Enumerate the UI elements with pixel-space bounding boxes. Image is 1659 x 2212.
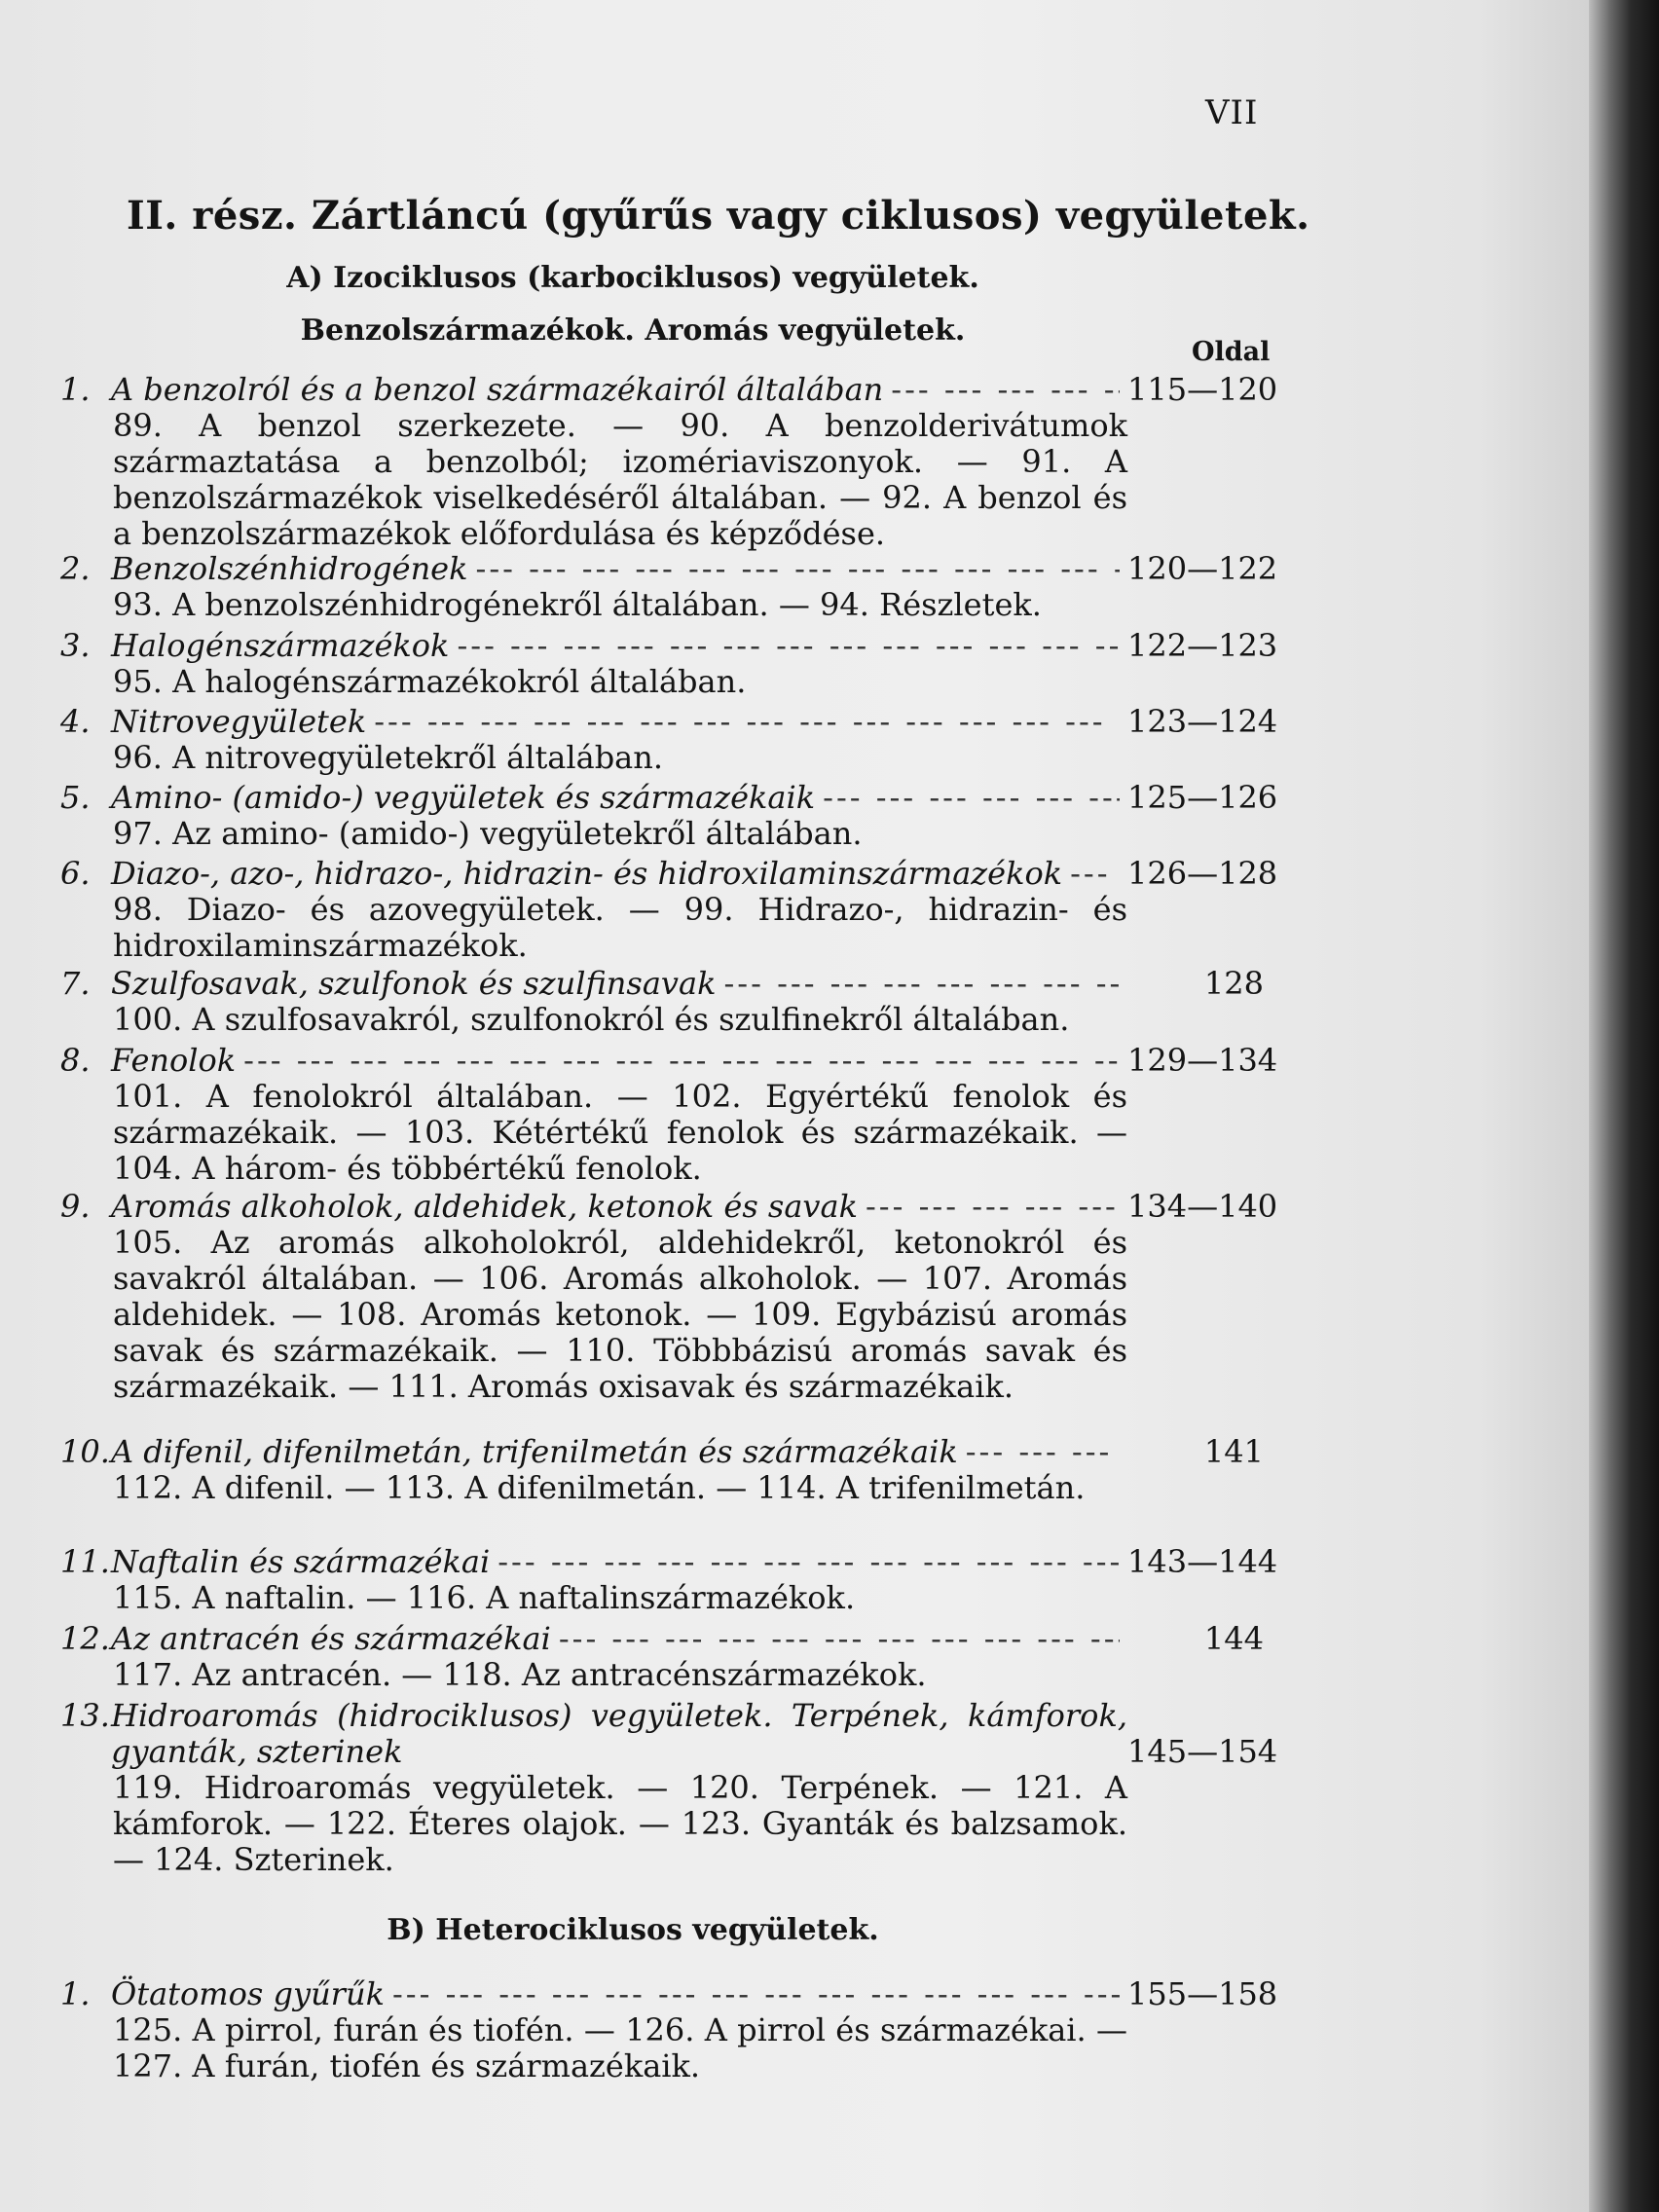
- entry-number: 10.: [60, 1433, 110, 1470]
- entry-number: 3.: [60, 627, 91, 664]
- entry-title: Nitrovegyületek: [111, 703, 367, 740]
- entry-description: 112. A difenil. — 113. A difenilmetán. — 114. A trifenilmetán.: [113, 1469, 1086, 1506]
- part-heading: II. rész. Zártláncú (gyűrűs vagy ciklusos) vegyületek.: [127, 193, 1310, 239]
- entry-title: Benzolszénhidrogének: [111, 550, 468, 587]
- entry-pages: 155—158: [1127, 1975, 1278, 2012]
- entry-description: 100. A szulfosavakról, szulfonokról és szulfinekről általában.: [113, 1001, 1070, 1038]
- toc-entry: [60, 550, 1278, 623]
- dot-leader: [966, 1434, 1120, 1470]
- entry-description: 117. Az antracén. — 118. Az antracénszármazékok.: [113, 1656, 927, 1693]
- entry-number: 11.: [60, 1543, 110, 1580]
- entry-pages: 115—120: [1127, 371, 1278, 408]
- toc-entry: [60, 1621, 1264, 1693]
- entry-title: Szulfosavak, szulfonok és szulfinsavak: [111, 965, 717, 1002]
- dot-leader: [498, 1544, 1120, 1580]
- entry-description: 115. A naftalin. — 116. A naftalinszármazékok.: [113, 1579, 856, 1616]
- entry-description: 98. Diazo- és azovegyületek. — 99. Hidrazo-, hidrazin- és hidroxilaminszármazékok.: [113, 891, 1127, 964]
- entry-description: 101. A fenolokról általában. — 102. Egyértékű fenolok és származékaik. — 103. Kétértékű fenolok és származékaik. — 104. A három- és többértékű fenolok.: [113, 1078, 1127, 1187]
- dot-leader: [866, 1189, 1120, 1225]
- dot-leader: [1070, 856, 1120, 892]
- toc-entry: [60, 1697, 1278, 1878]
- entry-description: 119. Hidroaromás vegyületek. — 120. Terpének. — 121. A kámforok. — 122. Éteres olajok. — 123. Gyanták és balzsamok. — 124. Szterinek.: [113, 1769, 1127, 1878]
- section-a-heading: A) Izociklusos (karbociklusos) vegyületek.: [286, 261, 979, 295]
- toc-entry: [60, 779, 1278, 852]
- entry-pages: 128: [1203, 965, 1264, 1002]
- toc-entry: [60, 371, 1278, 552]
- entry-pages: 126—128: [1127, 855, 1278, 892]
- dot-leader: [891, 372, 1120, 408]
- dot-leader: [243, 1043, 1120, 1079]
- toc-entry: [60, 1042, 1278, 1187]
- entry-title: Fenolok: [111, 1042, 237, 1079]
- entry-pages: 125—126: [1127, 779, 1278, 816]
- toc-entry: [60, 627, 1278, 700]
- entry-description: 105. Az aromás alkoholokról, aldehidekről, ketonokról és savakról általában. — 106. Aromás alkoholok. — 107. Aromás aldehidek. — 108. Aromás ketonok. — 109. Egybázisú aromás savak és származékaik. — 110. Többbázisú aromás savak és származékaik. — 111. Aromás oxisavak és származékaik.: [113, 1224, 1127, 1405]
- entry-pages: 122—123: [1127, 627, 1278, 664]
- entry-pages: 141: [1203, 1433, 1264, 1470]
- entry-description: 93. A benzolszénhidrogénekről általában. — 94. Részletek.: [113, 586, 1042, 623]
- subsection-heading: Benzolszármazékok. Aromás vegyületek.: [300, 313, 966, 348]
- entry-title: Halogénszármazékok: [111, 627, 450, 664]
- entry-title: Diazo-, azo-, hidrazo-, hidrazin- és hidroxilaminszármazékok: [111, 855, 1063, 892]
- entry-pages: 129—134: [1127, 1042, 1278, 1079]
- entry-number: 1.: [60, 371, 91, 408]
- entry-description: 125. A pirrol, furán és tiofén. — 126. A pirrol és származékai. — 127. A furán, tiofén és származékaik.: [113, 2011, 1127, 2084]
- entry-description: 96. A nitrovegyületekről általában.: [113, 739, 664, 776]
- entry-pages: 120—122: [1127, 550, 1278, 587]
- entry-title: Hidroaromás (hidrociklusos) vegyületek. Terpének, kámforok, gyanták, szterinek: [111, 1697, 1127, 1770]
- toc-entry: [60, 703, 1278, 776]
- entry-title: Ötatomos gyűrűk: [111, 1975, 385, 2012]
- page-number: VII: [1205, 93, 1259, 132]
- dot-leader: [559, 1621, 1120, 1657]
- entry-number: 2.: [60, 550, 91, 587]
- section-b-heading: B) Heterociklusos vegyületek.: [387, 1913, 879, 1947]
- entry-title: Az antracén és származékai: [111, 1620, 551, 1657]
- entry-title: Amino- (amido-) vegyületek és származékaik: [111, 779, 816, 816]
- entry-number: 13.: [60, 1697, 110, 1734]
- toc-entry: [60, 1543, 1278, 1616]
- toc-entry: [60, 1975, 1278, 2084]
- entry-number: 4.: [60, 703, 91, 740]
- entry-number: 5.: [60, 779, 91, 816]
- entry-title: A difenil, difenilmetán, trifenilmetán és származékaik: [111, 1433, 958, 1470]
- entry-pages: 144: [1203, 1620, 1264, 1657]
- entry-description: 97. Az amino- (amido-) vegyületekről általában.: [113, 815, 863, 852]
- book-binding-edge: [1589, 0, 1659, 2212]
- entry-description: 95. A halogénszármazékokról általában.: [113, 663, 747, 700]
- entry-description: 89. A benzol szerkezete. — 90. A benzolderivátumok származtatása a benzolból; izomériaviszonyok. — 91. A benzolszármazékok viselkedéséről általában. — 92. A benzol és a benzolszármazékok előfordulása és képződése.: [113, 407, 1127, 552]
- entry-number: 9.: [60, 1188, 91, 1225]
- dot-leader: [374, 704, 1120, 740]
- dot-leader: [723, 966, 1120, 1002]
- toc-entry: [60, 1188, 1278, 1405]
- dot-leader: [392, 1976, 1120, 2012]
- entry-number: 12.: [60, 1620, 110, 1657]
- entry-pages: 123—124: [1127, 703, 1278, 740]
- entry-pages: 145—154: [1127, 1733, 1278, 1770]
- entry-pages: 134—140: [1127, 1188, 1278, 1225]
- entry-title: Aromás alkoholok, aldehidek, ketonok és savak: [111, 1188, 858, 1225]
- dot-leader: [476, 551, 1121, 587]
- page-column-label: Oldal: [1192, 337, 1271, 367]
- toc-entry: [60, 1434, 1264, 1506]
- toc-entry: [60, 966, 1264, 1038]
- entry-title: Naftalin és származékai: [111, 1543, 491, 1580]
- entry-pages: 143—144: [1127, 1543, 1278, 1580]
- dot-leader: [457, 628, 1120, 664]
- entry-number: 6.: [60, 855, 91, 892]
- entry-number: 8.: [60, 1042, 91, 1079]
- entry-number: 7.: [60, 965, 91, 1002]
- dot-leader: [823, 780, 1120, 816]
- toc-entry: [60, 855, 1278, 964]
- entry-number: 1.: [60, 1975, 91, 2012]
- entry-title: A benzolról és a benzol származékairól általában: [111, 371, 884, 408]
